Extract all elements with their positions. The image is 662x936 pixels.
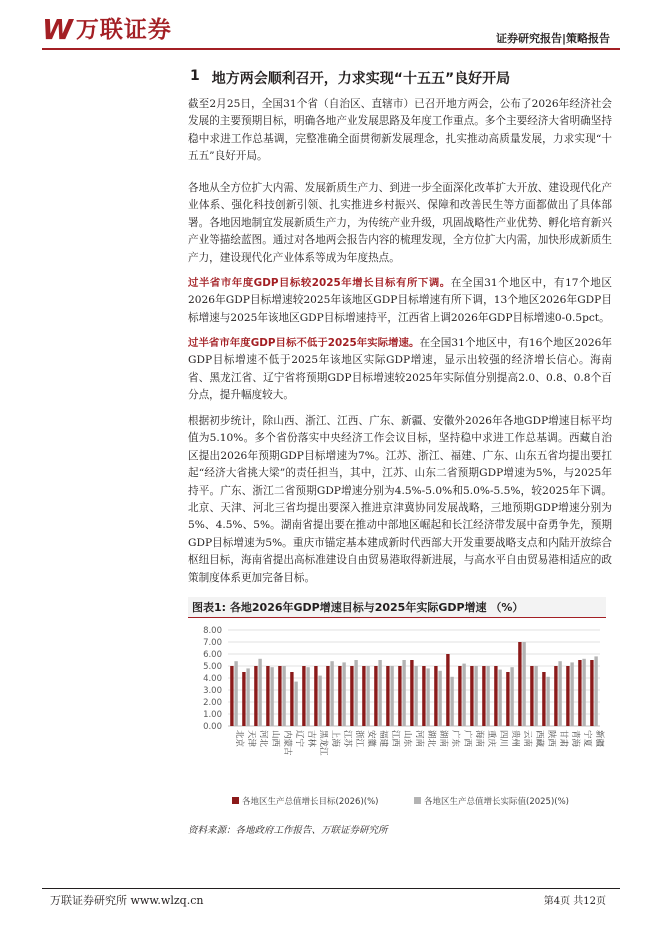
bar-target-2026 (422, 666, 425, 726)
x-tick-label: 陕西 (546, 730, 556, 748)
bar-actual-2025 (318, 676, 321, 726)
bar-actual-2025 (366, 666, 369, 726)
x-tick-label: 云南 (522, 730, 532, 748)
bar-actual-2025 (282, 666, 285, 726)
section-number: 1 (190, 68, 200, 84)
bar-actual-2025 (426, 668, 429, 726)
bar-actual-2025 (450, 677, 453, 726)
bar-actual-2025 (246, 668, 249, 726)
legend-label: 各地区生产总值增长实际值(2025)(%) (424, 797, 569, 807)
x-tick-label: 内蒙古 (282, 730, 292, 756)
gdp-chart (188, 618, 606, 814)
y-tick-label: 5.00 (203, 662, 222, 672)
bar-actual-2025 (270, 667, 273, 726)
x-tick-label: 山西 (270, 730, 280, 748)
paragraph-4-highlight: 过半省市年度GDP目标不低于2025年实际增速。 (188, 337, 420, 349)
bar-target-2026 (302, 666, 305, 726)
legend-swatch (232, 797, 239, 804)
bar-target-2026 (290, 672, 293, 726)
bar-actual-2025 (402, 660, 405, 726)
bar-actual-2025 (390, 666, 393, 726)
gdp-bar-chart (188, 618, 606, 814)
report-type: 证券研究报告|策略报告 (495, 32, 610, 45)
bar-actual-2025 (234, 661, 237, 726)
bar-actual-2025 (294, 682, 297, 726)
x-tick-label: 江西 (390, 730, 400, 748)
legend-label: 各地区生产总值增长目标(2026)(%) (242, 797, 379, 807)
bar-target-2026 (314, 666, 317, 726)
x-tick-label: 浙江 (354, 730, 364, 748)
bar-actual-2025 (342, 662, 345, 726)
bar-actual-2025 (570, 662, 573, 726)
x-tick-label: 吉林 (306, 730, 316, 748)
x-tick-label: 江苏 (342, 730, 352, 748)
y-tick-label: 3.00 (203, 686, 222, 696)
bar-actual-2025 (534, 666, 537, 726)
bar-actual-2025 (546, 677, 549, 726)
figure-title: 图表1: 各地2026年GDP增速目标与2025年实际GDP增速 （%） (188, 597, 606, 618)
bar-target-2026 (326, 666, 329, 726)
x-tick-label: 四川 (498, 730, 508, 748)
bar-target-2026 (266, 666, 269, 726)
x-tick-label: 广东 (450, 730, 460, 748)
x-tick-label: 宁夏 (582, 730, 592, 748)
paragraph-3-highlight: 过半省市年度GDP目标较2025年增长目标有所下调。 (188, 277, 451, 289)
company-logo (42, 13, 172, 46)
legend-swatch (414, 797, 421, 804)
x-tick-label: 重庆 (486, 730, 496, 748)
bar-actual-2025 (522, 642, 525, 726)
bar-actual-2025 (498, 670, 501, 726)
bar-target-2026 (470, 666, 473, 726)
bar-actual-2025 (378, 660, 381, 726)
bar-target-2026 (554, 666, 557, 726)
y-tick-label: 0.00 (203, 722, 222, 732)
bar-target-2026 (410, 660, 413, 726)
bar-actual-2025 (486, 666, 489, 726)
section-heading (190, 68, 510, 88)
bar-actual-2025 (354, 660, 357, 726)
paragraph-3 (188, 275, 612, 327)
bar-actual-2025 (306, 667, 309, 726)
x-tick-label: 贵州 (510, 730, 520, 748)
bar-target-2026 (458, 666, 461, 726)
paragraph-3-text: 在全国31个地区中，有17个地区2026年GDP目标增速较2025年该地区GDP目标增速有所下调，13个地区2026年GDP目标增速与2025年该地区GDP目标增速持平，江西省上调2026年GDP目标增速0-0.5pct。 (188, 277, 612, 324)
bar-target-2026 (254, 666, 257, 726)
page-number: 第4页 共12页 (543, 896, 606, 907)
bar-target-2026 (566, 666, 569, 726)
x-tick-label: 山东 (402, 730, 412, 748)
paragraph-4-text: 在全国31个地区中，有16个地区2026年GDP目标增速不低于2025年该地区实际GDP增速，显示出较强的经济增长信心。海南省、黑龙江省、辽宁省将预期GDP目标增速较2025年实际值分别提高2.0、0.8、0.8个百分点，提升幅度较大。 (188, 337, 613, 402)
bar-target-2026 (530, 666, 533, 726)
x-tick-label: 湖北 (426, 730, 436, 748)
section-title: 地方两会顺利召开，力求实现“十五五”良好开局 (211, 71, 511, 87)
bar-actual-2025 (474, 666, 477, 726)
figure-source: 资料来源：各地政府工作报告、万联证券研究所 (188, 825, 388, 836)
x-tick-label: 西藏 (534, 730, 544, 748)
x-tick-label: 福建 (378, 730, 388, 748)
header-divider (42, 48, 620, 50)
y-tick-label: 4.00 (203, 674, 222, 684)
x-tick-label: 广西 (462, 730, 472, 748)
bar-target-2026 (446, 654, 449, 726)
bar-target-2026 (434, 666, 437, 726)
x-tick-label: 甘肃 (558, 730, 568, 748)
x-tick-label: 河南 (414, 730, 424, 748)
x-tick-label: 黑龙江 (318, 730, 328, 756)
bar-target-2026 (506, 672, 509, 726)
bar-target-2026 (590, 660, 593, 726)
bar-target-2026 (578, 660, 581, 726)
y-tick-label: 6.00 (203, 650, 222, 660)
x-tick-label: 河北 (258, 730, 268, 748)
page-header (0, 0, 662, 52)
x-tick-label: 辽宁 (294, 730, 304, 748)
y-tick-label: 7.00 (203, 638, 222, 648)
bar-actual-2025 (594, 656, 597, 726)
bar-actual-2025 (462, 664, 465, 726)
bar-actual-2025 (510, 667, 513, 726)
bar-target-2026 (398, 666, 401, 726)
bar-target-2026 (242, 672, 245, 726)
bar-actual-2025 (582, 659, 585, 726)
paragraph-4 (188, 335, 612, 405)
paragraph-2: 各地从全方位扩大内需、发展新质生产力、到进一步全面深化改革扩大开放、建设现代化产业体系、强化科技创新引领、扎实推进乡村振兴、保障和改善民生等方面都做出了具体部署。各地因地制宜发展新质生产力，为传统产业升级，巩固战略性产业优势、孵化培育新兴产业等描绘蓝图。通过对各地两会报告内容的梳理发现，全方位扩大内需，加快形成新质生产力，建设现代化产业体系等成为年度热点。 (188, 182, 612, 264)
bar-actual-2025 (438, 671, 441, 726)
bar-target-2026 (230, 666, 233, 726)
bar-target-2026 (362, 666, 365, 726)
bar-target-2026 (518, 642, 521, 726)
x-tick-label: 湖南 (438, 730, 448, 748)
bar-target-2026 (374, 666, 377, 726)
x-tick-label: 北京 (234, 730, 244, 748)
bar-target-2026 (278, 666, 281, 726)
y-tick-label: 1.00 (203, 710, 222, 720)
bar-target-2026 (494, 666, 497, 726)
bar-target-2026 (542, 672, 545, 726)
bar-actual-2025 (558, 661, 561, 726)
bar-target-2026 (386, 666, 389, 726)
x-tick-label: 新疆 (594, 730, 604, 748)
logo-mark: W (42, 13, 70, 46)
footer-publisher: 万联证券研究所 www.wlzq.cn (50, 894, 204, 907)
x-tick-label: 安徽 (366, 730, 376, 748)
paragraph-1: 截至2月25日，全国31个省（自治区、直辖市）已召开地方两会，公布了2026年经济社会发展的主要预期目标，明确各地产业发展思路及年度工作重点。多个主要经济大省明确坚持稳中求进工作总基调，完整准确全面贯彻新发展理念，扎实推动高质量发展，力求实现“十五五”良好开局。 (188, 98, 612, 163)
bar-actual-2025 (414, 666, 417, 726)
bar-target-2026 (482, 666, 485, 726)
x-tick-label: 上海 (330, 730, 340, 748)
y-tick-label: 8.00 (203, 626, 222, 636)
x-tick-label: 天津 (246, 730, 256, 748)
paragraph-5: 根据初步统计，除山西、浙江、江西、广东、新疆、安徽外2026年各地GDP增速目标平均值为5.10%。多个省份落实中央经济工作会议目标，坚持稳中求进工作总基调。西藏自治区提出2026年预期GDP目标增速为7%。江苏、浙江、福建、广东、山东五省均提出要扛起“经济大省挑大梁”的责任担当，其中，江苏、山东二省预期GDP增速为5%，与2025年持平。广东、浙江二省预期GDP增速分别为4.5%-5.0%和5.0%-5.5%，较2025年下调。北京、天津、河北三省均提出要深入推进京津冀协同发展战略，三地预期GDP增速分别为5%、4.5%、5%。湖南省提出要在推动中部地区崛起和长江经济带发展中奋勇争先，预期GDP目标增速为5%。重庆市锚定基本建成新时代西部大开发重要战略支点和内陆开放综合枢纽目标，海南省提出高标准建设自由贸易港取得新进展，与高水平自由贸易港相适应的政策制度体系更加完备目标。 (188, 415, 612, 584)
x-tick-label: 海南 (474, 730, 484, 748)
footer-divider (42, 888, 620, 889)
logo-text: 万联证券 (75, 17, 172, 43)
bar-actual-2025 (258, 659, 261, 726)
x-tick-label: 青海 (570, 730, 580, 748)
bar-actual-2025 (330, 661, 333, 726)
bar-target-2026 (350, 666, 353, 726)
bar-target-2026 (338, 666, 341, 726)
y-tick-label: 2.00 (203, 698, 222, 708)
